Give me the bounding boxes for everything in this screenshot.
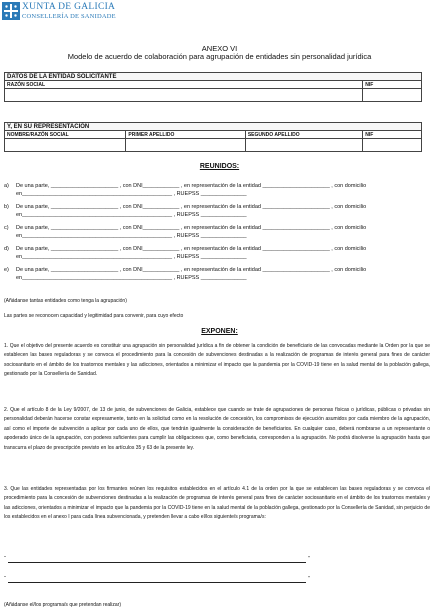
underline xyxy=(8,562,306,563)
close-quote: ” xyxy=(308,576,310,582)
party-line1[interactable]: De una parte, ______________________ , con DNI____________ , en representación de la entidad ______________________ , con domicilio xyxy=(16,246,367,252)
program-line[interactable] xyxy=(4,556,310,565)
party-line1[interactable]: De una parte, ______________________ , con DNI____________ , en representación de la entidad ______________________ , con domicilio xyxy=(16,267,367,273)
solicitante-section xyxy=(4,72,422,102)
close-quote: ” xyxy=(308,556,310,562)
open-quote: “ xyxy=(4,576,6,582)
primer-apellido-label: PRIMER APELLIDO xyxy=(126,131,245,138)
party-letter: b) xyxy=(4,204,9,210)
party-entry xyxy=(4,204,432,220)
representacion-heading: Y, EN SU REPRESENTACIÓN xyxy=(5,123,421,131)
segundo-apellido-field[interactable] xyxy=(246,139,363,151)
brand-name: XUNTA DE GALICIA xyxy=(22,2,116,12)
capacity-note: Las partes se reconocen capacidad y legitimidad para convenir, para cuyo efecto xyxy=(4,313,184,319)
underline xyxy=(8,582,306,583)
party-entry xyxy=(4,267,432,283)
representacion-header-row xyxy=(5,131,421,139)
xunta-cross-logo-icon xyxy=(2,2,20,20)
nif-field[interactable] xyxy=(363,89,421,101)
open-quote: “ xyxy=(4,556,6,562)
nif-field[interactable] xyxy=(363,139,421,151)
representacion-section xyxy=(4,122,422,152)
party-letter: e) xyxy=(4,267,9,273)
party-line2[interactable]: en_________________________________________________ , RUEPSS _______________ xyxy=(16,254,247,260)
nombre-label: NOMBRE/RAZÓN SOCIAL xyxy=(5,131,126,138)
paragraph-2: 2. Que el artículo 8 de la Ley 9/2007, de 13 de junio, de subvenciones de Galicia, establece que cuando se trate de agrupaciones de personas físicas o jurídicas, públicas o privadas sin personalidad deberán hacerse constar expresamente, tanto en la solicitud como en la resolución de concesión, los compromisos de ejecución asumidos por cada miembro de la agrupación, así como el importe de subvención a aplicar por cada uno de ellos, que tendrán igualmente la consideración de beneficiarios. En cualquier caso, deberá nombrarse a un representante o apoderado único de la agrupación, con poderes suficientes para cumplir las obligaciones que, como beneficiaria, corresponden a la agrupación. No podrá disolverse la agrupación hasta que transcurra el plazo de prescripción previsto en los artículos 35 y 63 de la presente ley. xyxy=(4,407,430,451)
annex-label: ANEXO VI xyxy=(201,44,238,53)
nif-label: NIF xyxy=(365,82,374,88)
party-line2[interactable]: en_________________________________________________ , RUEPSS _______________ xyxy=(16,275,247,281)
paragraph-1: 1. Que el objetivo del presente acuerdo es constituir una agrupación sin personalidad jurídica a fin de obtener la condición de beneficiario de las convocadas mediante la Orden por la que se establecen las bases reguladoras y se convoca el procedimiento para la concesión de subvenciones destinadas a la realización de programas de interés general para fines de carácter sociosanitario en el ámbito de los trastornos mentales y las adicciones, orientados a minimizar el impacto que la pandemia por la COVID-19 tiene en la salud mental de la población gallega, gestionado por la Consellería de Sanidad. xyxy=(4,343,430,378)
party-letter: d) xyxy=(4,246,9,252)
brand xyxy=(22,3,116,20)
party-entry xyxy=(4,246,432,262)
party-line1[interactable]: De una parte, ______________________ , con DNI____________ , en representación de la entidad ______________________ , con domicilio xyxy=(16,204,367,210)
party-line2[interactable]: en_________________________________________________ , RUEPSS _______________ xyxy=(16,212,247,218)
solicitante-heading: DATOS DE LA ENTIDAD SOLICITANTE xyxy=(5,73,421,81)
program-line[interactable] xyxy=(4,576,310,585)
razon-social-field[interactable] xyxy=(5,89,363,101)
party-entry xyxy=(4,225,432,241)
representacion-input-row xyxy=(5,139,421,151)
brand-department: CONSELLERÍA DE SANIDADE xyxy=(22,12,116,20)
nombre-field[interactable] xyxy=(5,139,126,151)
solicitante-header-row xyxy=(5,81,421,89)
razon-social-label: RAZÓN SOCIAL xyxy=(5,81,363,88)
party-line2[interactable]: en_________________________________________________ , RUEPSS _______________ xyxy=(16,233,247,239)
document-header xyxy=(0,0,439,30)
exponen-heading: EXPONEN: xyxy=(201,328,238,335)
document-title: Modelo de acuerdo de colaboración para agrupación de entidades sin personalidad jurídica xyxy=(67,52,372,61)
party-line1[interactable]: De una parte, ______________________ , con DNI____________ , en representación de la entidad ______________________ , con domicilio xyxy=(16,225,367,231)
paragraph-3: 3. Que las entidades representadas por los firmantes reúnen los requisitos establecidos en el artículo 4.1 de la orden por la que se establecen las bases reguladoras y se convoca el procedimiento para la concesión de subvenciones destinadas a la realización de programas de interés general para fines de carácter sociosanitario en el ámbito de los trastornos mentales y las adicciones, orientados a minimizar el impacto que la pandemia por la COVID-19 tiene en la salud mental de la población gallega, gestionado por la Consellería de Sanidad, sin perjuicio de los establecidos en el anexo I para cada línea subvencionada, y pretenden llevar a cabo el/los siguiente/s programa/s: xyxy=(4,486,430,521)
nif-label: NIF xyxy=(365,132,374,138)
reunidos-heading: REUNIDOS: xyxy=(199,163,240,170)
add-entities-note: (Añádanse tantas entidades como tenga la agrupación) xyxy=(4,298,127,304)
party-letter: a) xyxy=(4,183,9,189)
final-note: (Añádanse el/los programa/s que pretendan realizar) xyxy=(4,602,122,608)
party-entry xyxy=(4,183,432,199)
segundo-apellido-label: SEGUNDO APELLIDO xyxy=(246,131,363,138)
party-line1[interactable]: De una parte, ______________________ , con DNI____________ , en representación de la entidad ______________________ , con domicilio xyxy=(16,183,367,189)
primer-apellido-field[interactable] xyxy=(126,139,245,151)
party-line2[interactable]: en_________________________________________________ , RUEPSS _______________ xyxy=(16,191,247,197)
party-letter: c) xyxy=(4,225,9,231)
solicitante-input-row xyxy=(5,89,421,101)
